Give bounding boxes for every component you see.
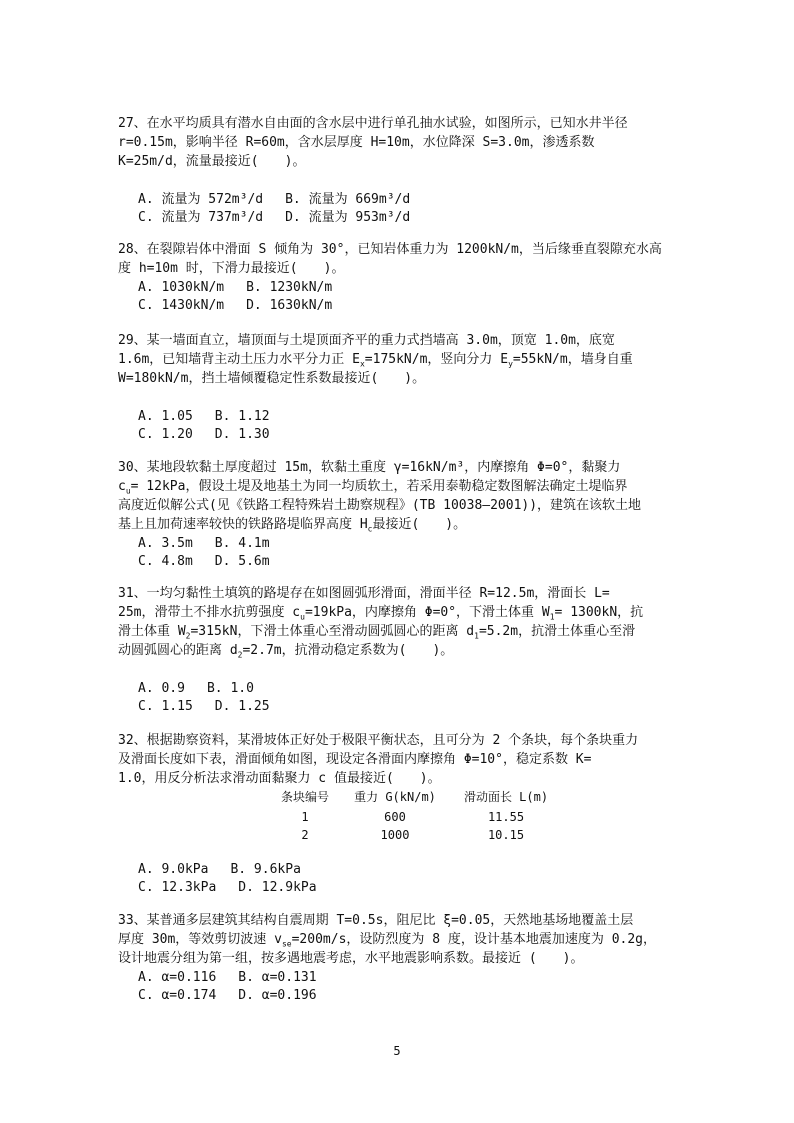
question-28 (118, 240, 678, 314)
option-d: D. 1.30 (214, 427, 270, 442)
table-cell: 600 (384, 810, 406, 824)
option-a: A. α=0.116 (138, 970, 217, 985)
question-30 (118, 458, 678, 570)
table-header-cell: 滑动面长 L(m) (463, 790, 549, 804)
option-d: D. 流量为 953m³/d (285, 210, 411, 225)
question-27-line-3: K=25m/d，流量最接近( )。 (118, 154, 306, 169)
question-30-line-3: 高度近似解公式(见《铁路工程特殊岩土勘察规程》(TB 10038—2001))，建筑在该软土地 (118, 498, 642, 513)
question-29-options (118, 407, 678, 443)
option-c: C. 1.15 (138, 699, 193, 714)
option-a: A. 0.9 (138, 681, 185, 696)
question-33-line-3: 设计地震分组为第一组，按多遇地震考虑，水平地震影响系数。最接近 ( )。 (118, 951, 584, 966)
option-a: A. 流量为 572m³/d (138, 192, 264, 207)
question-30-options (118, 534, 678, 570)
table-cell: 11.55 (487, 810, 525, 824)
option-a: A. 9.0kPa (138, 862, 209, 877)
option-a: A. 3.5m (138, 536, 193, 551)
question-31-line-2: 25m，滑带土不排水抗剪强度 $c_u=19kPa$，内摩擦角 Φ=0°，下滑土体重 $W_1= 1300kN$，抗 (118, 605, 644, 622)
option-b: B. 4.1m (214, 536, 270, 551)
option-b: B. α=0.131 (238, 970, 317, 985)
option-b: B. 1230kN/m (246, 280, 333, 295)
table-cell: 10.15 (487, 828, 525, 842)
question-32-options (118, 860, 678, 896)
question-28-line-1: 28、在裂隙岩体中滑面 S 倾角为 30°，已知岩体重力为 1200kN/m，当后缘垂直裂隙充水高 (118, 242, 662, 257)
option-b: B. 9.6kPa (230, 862, 301, 877)
question-33-options (118, 968, 678, 1004)
option-b: B. 流量为 669m³/d (285, 192, 411, 207)
question-31-line-1: 31、一均匀黏性土填筑的路堤存在如图圆弧形滑面，滑面半径 R=12.5m，滑面长 L= (118, 586, 610, 601)
question-29-line-2: 1.6m，已知墙背主动土压力水平分力正 $E_x=175kN/m$，竖向分力 $E_y=55kN/m$，墙身自重 (118, 352, 633, 369)
table-cell: 2 (301, 828, 309, 842)
table-cell: 1 (301, 810, 309, 824)
question-33-line-2: 厚度 30m，等效剪切波速 $v_{se}=200m/s$，设防烈度为 8 度，设计基本地震加速度为 0.2g， (118, 932, 657, 949)
option-c: C. 12.3kPa (138, 880, 217, 895)
option-d: D. 1630kN/m (246, 298, 333, 313)
question-27-line-1: 27、在水平均质具有潜水自由面的含水层中进行单孔抽水试验，如图所示，已知水井半径 (118, 116, 628, 131)
option-c: C. α=0.174 (138, 988, 217, 1003)
question-31 (118, 584, 678, 715)
question-33 (118, 911, 678, 1004)
question-31-line-3: 滑土体重 $W_2=315kN$，下滑土体重心至滑动圆弧圆心的距离 $d_1=5.2m$，抗滑土体重心至滑 (118, 624, 636, 641)
question-31-options (118, 679, 678, 715)
question-32-line-1: 32、根据勘察资料，某滑坡体正好处于极限平衡状态，且可分为 2 个条块，每个条块重力 (118, 733, 639, 748)
question-33-line-1: 33、某普通多层建筑其结构自震周期 T=0.5s，阻尼比 ξ=0.05，天然地基场地覆盖土层 (118, 913, 634, 928)
table-header-cell: 重力 G(kN/m) (354, 790, 436, 804)
option-d: D. 1.25 (214, 699, 270, 714)
question-27-options (118, 190, 678, 226)
option-c: C. 1430kN/m (138, 298, 225, 313)
option-c: C. 1.20 (138, 427, 193, 442)
question-29 (118, 331, 678, 443)
question-29-line-3: W=180kN/m，挡土墙倾覆稳定性系数最接近( )。 (118, 371, 426, 386)
question-29-line-1: 29、某一墙面直立，墙顶面与土堤顶面齐平的重力式挡墙高 3.0m，顶宽 1.0m，底宽 (118, 333, 615, 348)
option-c: C. 流量为 737m³/d (138, 210, 264, 225)
table-header-cell: 条块编号 (280, 790, 329, 804)
table-header-row (270, 788, 570, 806)
option-a: A. 1030kN/m (138, 280, 225, 295)
option-d: D. 12.9kPa (238, 880, 317, 895)
option-b: B. 1.12 (214, 409, 270, 424)
table-cell: 1000 (380, 828, 410, 842)
option-d: D. α=0.196 (238, 988, 317, 1003)
question-28-options (118, 278, 678, 314)
table-row (270, 808, 570, 826)
option-d: D. 5.6m (214, 554, 270, 569)
question-32-line-3: 1.0，用反分析法求滑动面黏聚力 c 值最接近( )。 (118, 771, 441, 786)
option-c: C. 4.8m (138, 554, 193, 569)
question-30-line-2: $c_u= 12kPa$，假设土堤及地基土为同一均质软土，若采用泰勒稳定数图解法确定土堤临界 (118, 479, 628, 496)
table-row (270, 826, 570, 844)
option-b: B. 1.0 (206, 681, 254, 696)
question-28-line-2: 度 h=10m 时，下滑力最接近( )。 (118, 261, 345, 276)
question-32-line-2: 及滑面长度如下表，滑面倾角如图，现设定各滑面内摩擦角 Φ=10°，稳定系数 K= (118, 752, 592, 767)
page-number: 5 (393, 1044, 401, 1058)
question-31-line-4: 动圆弧圆心的距离 $d_2=2.7m$，抗滑动稳定系数为( )。 (118, 643, 454, 660)
question-30-line-4: 基上且加荷速率较快的铁路路堤临界高度 $H_c$最接近( )。 (118, 517, 467, 534)
question-32-table (270, 788, 570, 844)
question-27-line-2: r=0.15m，影响半径 R=60m，含水层厚度 H=10m，水位降深 S=3.0m，渗透系数 (118, 135, 595, 150)
question-32 (118, 731, 678, 788)
question-27 (118, 114, 678, 226)
option-a: A. 1.05 (138, 409, 193, 424)
question-30-line-1: 30、某地段软黏土厚度超过 15m，软黏土重度 γ=16kN/m³，内摩擦角 Φ=0°，黏聚力 (118, 460, 621, 475)
